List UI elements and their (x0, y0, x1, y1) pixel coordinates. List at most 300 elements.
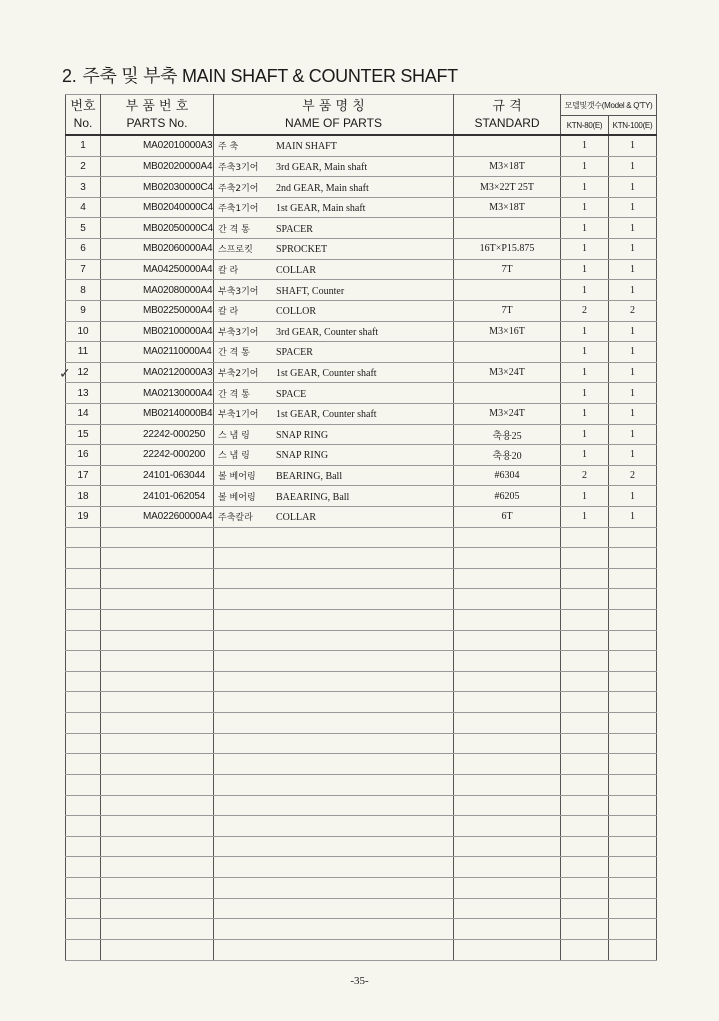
row-qty-ktn100: 1 (609, 321, 657, 342)
row-qty-ktn80: 1 (561, 321, 609, 342)
empty-cell (101, 610, 214, 631)
row-qty-ktn100: 1 (609, 445, 657, 466)
empty-cell (561, 857, 609, 878)
row-part-number: MA02080000A4 (101, 280, 214, 301)
row-part-name (214, 342, 454, 363)
empty-cell (454, 877, 561, 898)
page-title (62, 62, 458, 88)
empty-cell (101, 548, 214, 569)
empty-row (66, 630, 657, 651)
row-qty-ktn80: 1 (561, 506, 609, 527)
empty-cell (66, 527, 101, 548)
empty-row (66, 568, 657, 589)
row-part-name (214, 280, 454, 301)
empty-cell (609, 836, 657, 857)
empty-cell (101, 589, 214, 610)
table-row (66, 321, 657, 342)
empty-row (66, 713, 657, 734)
empty-cell (101, 630, 214, 651)
row-qty-ktn80: 1 (561, 383, 609, 404)
empty-cell (454, 774, 561, 795)
row-part-number: MA02010000A3 (101, 135, 214, 156)
row-number: 1 (66, 135, 101, 156)
empty-cell (214, 713, 454, 734)
row-qty-ktn80: 1 (561, 177, 609, 198)
empty-row (66, 692, 657, 713)
row-part-name-ko: 주축칼라 (218, 513, 253, 524)
empty-row (66, 919, 657, 940)
header-model-ktn80: KTN-80(E) (561, 116, 609, 136)
empty-cell (609, 610, 657, 631)
section-title: 주축 및 부축 MAIN SHAFT & COUNTER SHAFT (82, 66, 458, 86)
empty-cell (561, 795, 609, 816)
row-part-number: MB02030000C4 (101, 177, 214, 198)
empty-cell (214, 795, 454, 816)
table-row (66, 486, 657, 507)
row-standard: M3×18T (454, 197, 561, 218)
empty-cell (101, 733, 214, 754)
empty-cell (454, 919, 561, 940)
empty-cell (561, 651, 609, 672)
row-qty-ktn100: 2 (609, 300, 657, 321)
empty-cell (101, 898, 214, 919)
row-part-number: MB02040000C4 (101, 197, 214, 218)
row-number: 10 (66, 321, 101, 342)
row-part-name-en: 3rd GEAR, Main shaft (276, 161, 368, 173)
row-part-number: MA02130000A4 (101, 383, 214, 404)
row-part-number: MA02120000A3 (101, 362, 214, 383)
row-qty-ktn100: 2 (609, 465, 657, 486)
empty-cell (561, 630, 609, 651)
empty-cell (561, 898, 609, 919)
row-part-name-ko: 스프로킷 (218, 245, 253, 256)
row-part-name-ko: 간 격 통 (218, 389, 250, 400)
empty-cell (454, 857, 561, 878)
row-part-name-ko: 간 격 통 (218, 224, 250, 235)
row-part-number: MB02020000A4 (101, 156, 214, 177)
empty-cell (214, 816, 454, 837)
row-part-name (214, 445, 454, 466)
row-part-name (214, 197, 454, 218)
row-qty-ktn80: 1 (561, 445, 609, 466)
empty-cell (454, 671, 561, 692)
row-qty-ktn100: 1 (609, 486, 657, 507)
empty-cell (214, 898, 454, 919)
row-part-name-en: MAIN SHAFT (276, 141, 337, 153)
empty-cell (101, 836, 214, 857)
empty-cell (66, 754, 101, 775)
empty-cell (609, 877, 657, 898)
row-standard (454, 342, 561, 363)
empty-cell (609, 795, 657, 816)
row-part-name-en: SNAP RING (276, 429, 329, 441)
row-standard: M3×16T (454, 321, 561, 342)
row-part-name-en: SHAFT, Counter (276, 285, 345, 297)
empty-cell (66, 774, 101, 795)
empty-cell (609, 568, 657, 589)
empty-cell (561, 939, 609, 960)
empty-cell (454, 795, 561, 816)
row-part-name-ko: 스 냅 링 (218, 451, 250, 462)
table-row (66, 362, 657, 383)
row-part-name-ko: 부축3기어 (218, 327, 259, 338)
empty-cell (609, 754, 657, 775)
empty-cell (66, 898, 101, 919)
empty-row (66, 754, 657, 775)
table-row (66, 445, 657, 466)
empty-cell (609, 733, 657, 754)
empty-cell (66, 816, 101, 837)
row-part-name (214, 424, 454, 445)
row-qty-ktn80: 1 (561, 342, 609, 363)
empty-row (66, 836, 657, 857)
empty-cell (454, 898, 561, 919)
row-number: 2 (66, 156, 101, 177)
empty-cell (101, 816, 214, 837)
row-number: 5 (66, 218, 101, 239)
empty-row (66, 733, 657, 754)
empty-cell (214, 527, 454, 548)
empty-cell (101, 774, 214, 795)
empty-cell (609, 919, 657, 940)
empty-cell (66, 877, 101, 898)
row-qty-ktn80: 1 (561, 197, 609, 218)
row-number: 8 (66, 280, 101, 301)
row-qty-ktn100: 1 (609, 362, 657, 383)
row-part-name-en: SPROCKET (276, 244, 328, 256)
empty-cell (66, 671, 101, 692)
empty-row (66, 795, 657, 816)
row-qty-ktn80: 1 (561, 135, 609, 156)
row-qty-ktn100: 1 (609, 403, 657, 424)
empty-cell (609, 548, 657, 569)
row-standard: #6304 (454, 465, 561, 486)
row-qty-ktn80: 2 (561, 465, 609, 486)
table-header (66, 95, 657, 136)
table-row (66, 300, 657, 321)
row-part-number: 22242-000200 (101, 445, 214, 466)
row-part-name (214, 506, 454, 527)
row-part-number: MB02060000A4 (101, 239, 214, 260)
row-qty-ktn100: 1 (609, 342, 657, 363)
row-qty-ktn80: 1 (561, 218, 609, 239)
empty-cell (66, 857, 101, 878)
empty-cell (609, 898, 657, 919)
row-qty-ktn100: 1 (609, 156, 657, 177)
row-number: 6 (66, 239, 101, 260)
row-standard: 축용25 (454, 424, 561, 445)
empty-cell (101, 671, 214, 692)
empty-cell (609, 692, 657, 713)
empty-cell (101, 919, 214, 940)
row-part-name-ko: 주 축 (218, 142, 239, 153)
empty-cell (454, 527, 561, 548)
empty-cell (214, 919, 454, 940)
empty-cell (454, 692, 561, 713)
empty-cell (454, 836, 561, 857)
empty-cell (66, 651, 101, 672)
row-part-name-en: 1st GEAR, Counter shaft (276, 368, 377, 380)
row-part-name-ko: 칼 라 (218, 307, 239, 318)
empty-cell (214, 692, 454, 713)
row-qty-ktn80: 1 (561, 280, 609, 301)
row-part-number: 22242-000250 (101, 424, 214, 445)
empty-cell (609, 857, 657, 878)
empty-cell (454, 568, 561, 589)
empty-cell (214, 610, 454, 631)
row-part-name-ko: 주축2기어 (218, 183, 259, 194)
section-number: 2. (62, 66, 77, 86)
row-number: 4 (66, 197, 101, 218)
empty-cell (66, 713, 101, 734)
row-part-name (214, 486, 454, 507)
row-part-name (214, 321, 454, 342)
row-part-name-ko: 볼 베어링 (218, 492, 256, 503)
row-part-name (214, 383, 454, 404)
empty-cell (561, 733, 609, 754)
empty-cell (561, 568, 609, 589)
empty-cell (214, 836, 454, 857)
empty-cell (66, 733, 101, 754)
row-part-name-en: COLLAR (276, 512, 316, 524)
empty-cell (101, 877, 214, 898)
table-row (66, 403, 657, 424)
row-part-number: MA02260000A4 (101, 506, 214, 527)
row-part-number: MA02110000A4 (101, 342, 214, 363)
empty-cell (454, 754, 561, 775)
row-part-name (214, 465, 454, 486)
row-number: 14 (66, 403, 101, 424)
empty-cell (101, 754, 214, 775)
empty-cell (454, 816, 561, 837)
row-part-number: 24101-062054 (101, 486, 214, 507)
row-qty-ktn80: 1 (561, 362, 609, 383)
empty-cell (454, 713, 561, 734)
empty-cell (214, 589, 454, 610)
row-qty-ktn80: 1 (561, 424, 609, 445)
row-part-name-en: 3rd GEAR, Counter shaft (276, 326, 379, 338)
empty-cell (609, 671, 657, 692)
empty-cell (561, 774, 609, 795)
row-part-name-en: 1st GEAR, Main shaft (276, 203, 366, 215)
empty-cell (101, 651, 214, 672)
empty-row (66, 610, 657, 631)
row-standard (454, 218, 561, 239)
empty-cell (609, 527, 657, 548)
row-part-name-en: SPACER (276, 223, 313, 235)
row-number: 9 (66, 300, 101, 321)
empty-cell (609, 713, 657, 734)
row-number: 7 (66, 259, 101, 280)
empty-cell (609, 774, 657, 795)
row-part-number: MB02100000A4 (101, 321, 214, 342)
empty-cell (66, 630, 101, 651)
empty-cell (101, 713, 214, 734)
row-part-name (214, 403, 454, 424)
row-standard (454, 135, 561, 156)
row-qty-ktn100: 1 (609, 218, 657, 239)
empty-row (66, 774, 657, 795)
table-row (66, 506, 657, 527)
empty-row (66, 877, 657, 898)
row-qty-ktn100: 1 (609, 383, 657, 404)
row-part-name-en: COLLOR (276, 306, 316, 318)
table-row (66, 424, 657, 445)
row-part-number: 24101-063044 (101, 465, 214, 486)
row-qty-ktn100: 1 (609, 239, 657, 260)
row-standard (454, 280, 561, 301)
parts-table (65, 94, 657, 961)
empty-row (66, 939, 657, 960)
row-standard: 7T (454, 259, 561, 280)
row-part-name-en: SPACE (276, 388, 307, 400)
empty-cell (561, 836, 609, 857)
row-part-name (214, 239, 454, 260)
check-mark-icon: ✓ (59, 366, 71, 382)
row-part-name-ko: 주축1기어 (218, 204, 259, 215)
table-row (66, 177, 657, 198)
row-qty-ktn100: 1 (609, 280, 657, 301)
row-part-number: MA04250000A4 (101, 259, 214, 280)
empty-cell (454, 630, 561, 651)
empty-cell (609, 589, 657, 610)
row-qty-ktn100: 1 (609, 424, 657, 445)
empty-cell (66, 568, 101, 589)
header-no: 번호 No. (66, 95, 101, 136)
header-name-of-parts: 부 품 명 칭 NAME OF PARTS (214, 95, 454, 136)
table-row (66, 135, 657, 156)
header-model-ktn100: KTN-100(E) (609, 116, 657, 136)
empty-cell (561, 919, 609, 940)
empty-cell (101, 692, 214, 713)
empty-row (66, 816, 657, 837)
row-number: 19 (66, 506, 101, 527)
empty-cell (101, 527, 214, 548)
empty-row (66, 548, 657, 569)
table-row (66, 465, 657, 486)
empty-cell (66, 836, 101, 857)
row-part-name-ko: 부축2기어 (218, 369, 259, 380)
row-part-name-en: COLLAR (276, 264, 316, 276)
row-number: 12 (66, 362, 101, 383)
empty-row (66, 527, 657, 548)
row-number: 3 (66, 177, 101, 198)
row-standard: M3×24T (454, 362, 561, 383)
row-part-name (214, 177, 454, 198)
empty-cell (66, 939, 101, 960)
row-part-name-en: BAEARING, Ball (276, 491, 350, 503)
row-part-name-ko: 간 격 통 (218, 348, 250, 359)
empty-cell (609, 630, 657, 651)
row-part-name (214, 362, 454, 383)
row-standard: M3×18T (454, 156, 561, 177)
empty-cell (101, 568, 214, 589)
empty-cell (214, 548, 454, 569)
empty-cell (561, 713, 609, 734)
empty-cell (609, 816, 657, 837)
table-row (66, 383, 657, 404)
row-number: 13 (66, 383, 101, 404)
empty-cell (214, 939, 454, 960)
row-qty-ktn100: 1 (609, 259, 657, 280)
row-qty-ktn100: 1 (609, 506, 657, 527)
empty-cell (214, 857, 454, 878)
row-part-name (214, 135, 454, 156)
row-qty-ktn80: 1 (561, 239, 609, 260)
empty-cell (101, 939, 214, 960)
row-standard: M3×22T 25T (454, 177, 561, 198)
row-part-name-ko: 주축3기어 (218, 162, 259, 173)
row-part-name (214, 156, 454, 177)
row-qty-ktn80: 1 (561, 259, 609, 280)
empty-cell (214, 568, 454, 589)
row-number: 16 (66, 445, 101, 466)
empty-cell (561, 671, 609, 692)
row-part-name-ko: 칼 라 (218, 265, 239, 276)
row-part-name (214, 218, 454, 239)
empty-cell (561, 548, 609, 569)
empty-cell (66, 548, 101, 569)
empty-cell (66, 610, 101, 631)
row-part-name (214, 259, 454, 280)
empty-row (66, 857, 657, 878)
empty-row (66, 671, 657, 692)
row-qty-ktn100: 1 (609, 177, 657, 198)
row-standard: #6205 (454, 486, 561, 507)
table-body (66, 135, 657, 961)
row-qty-ktn80: 1 (561, 403, 609, 424)
empty-cell (454, 651, 561, 672)
empty-cell (214, 630, 454, 651)
row-part-name-ko: 부축3기어 (218, 286, 259, 297)
empty-cell (66, 919, 101, 940)
row-number: 17 (66, 465, 101, 486)
row-number: 18 (66, 486, 101, 507)
row-part-name-en: 1st GEAR, Counter shaft (276, 409, 377, 421)
row-qty-ktn100: 1 (609, 135, 657, 156)
empty-cell (214, 754, 454, 775)
row-qty-ktn80: 2 (561, 300, 609, 321)
row-part-name-ko: 부축1기어 (218, 410, 259, 421)
empty-cell (66, 795, 101, 816)
header-parts-no: 부 품 번 호 PARTS No. (101, 95, 214, 136)
table-row (66, 239, 657, 260)
row-qty-ktn80: 1 (561, 486, 609, 507)
empty-cell (454, 589, 561, 610)
table-row (66, 259, 657, 280)
empty-cell (561, 692, 609, 713)
row-part-number: MB02250000A4 (101, 300, 214, 321)
empty-cell (101, 795, 214, 816)
table-row (66, 342, 657, 363)
empty-cell (101, 857, 214, 878)
table-row (66, 280, 657, 301)
empty-cell (609, 651, 657, 672)
row-number: 15 (66, 424, 101, 445)
row-standard (454, 383, 561, 404)
row-qty-ktn80: 1 (561, 156, 609, 177)
row-standard: 16T×P15.875 (454, 239, 561, 260)
row-standard: M3×24T (454, 403, 561, 424)
empty-cell (561, 877, 609, 898)
empty-row (66, 651, 657, 672)
empty-cell (561, 754, 609, 775)
row-part-number: MB02140000B4 (101, 403, 214, 424)
header-standard: 규 격 STANDARD (454, 95, 561, 136)
row-number: 11 (66, 342, 101, 363)
empty-cell (561, 816, 609, 837)
empty-cell (214, 651, 454, 672)
